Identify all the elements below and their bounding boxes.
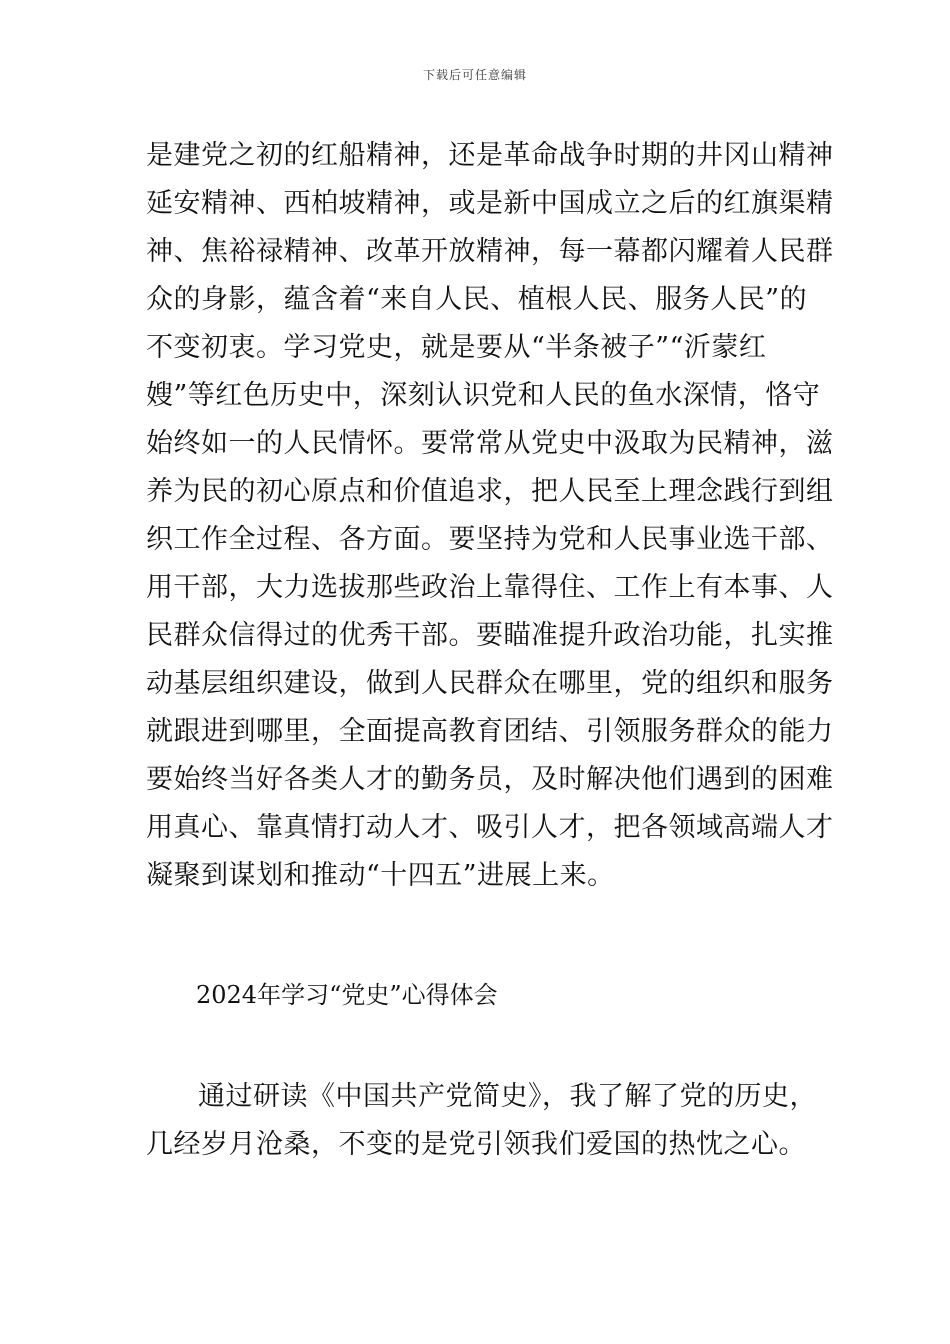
paragraph-line: 嫂”等红色历史中，深刻认识党和人民的鱼水深情，恪守 <box>146 380 821 411</box>
paragraph-line: 就跟进到哪里，全面提高教育团结、引领服务群众的能力 <box>146 716 834 747</box>
paragraph-line: 通过研读《中国共产党简史》，我了解了党的历史， <box>198 1081 817 1112</box>
paragraph-1 <box>146 132 834 900</box>
paragraph-line: 用干部，大力选拔那些政治上靠得住、工作上有本事、人 <box>146 572 834 603</box>
paragraph-line: 是建党之初的红船精神，还是革命战争时期的井冈山精神 <box>146 140 834 171</box>
paragraph-line: 延安精神、西柏坡精神，或是新中国成立之后的红旗渠精 <box>146 188 834 219</box>
paragraph-line: 不变初衷。学习党史，就是要从“半条被子”“沂蒙红 <box>146 332 767 363</box>
paragraph-line: 动基层组织建设，做到人民群众在哪里，党的组织和服务 <box>146 668 834 699</box>
header-note: 下载后可任意编辑 <box>422 68 527 82</box>
paragraph-2 <box>146 1073 816 1169</box>
paragraph-line: 神、焦裕禄精神、改革开放精神，每一幕都闪耀着人民群 <box>146 236 834 267</box>
section-title: 2024年学习“党史”心得体会 <box>196 981 498 1009</box>
paragraph-line: 始终如一的人民情怀。要常常从党史中汲取为民精神，滋 <box>146 428 834 459</box>
paragraph-line: 众的身影，蕴含着“来自人民、植根人民、服务人民”的 <box>146 284 808 315</box>
paragraph-line: 用真心、靠真情打动人才、吸引人才，把各领域高端人才 <box>146 812 834 843</box>
paragraph-line: 织工作全过程、各方面。要坚持为党和人民事业选干部、 <box>146 524 834 555</box>
paragraph-line: 养为民的初心原点和价值追求，把人民至上理念践行到组 <box>146 476 834 507</box>
paragraph-line: 民群众信得过的优秀干部。要瞄准提升政治功能，扎实推 <box>146 620 834 651</box>
paragraph-line: 凝聚到谋划和推动“十四五”进展上来。 <box>146 860 615 891</box>
paragraph-line: 要始终当好各类人才的勤务员，及时解决他们遇到的困难 <box>146 764 834 795</box>
paragraph-line: 几经岁月沧桑，不变的是党引领我们爱国的热忱之心。 <box>146 1129 806 1160</box>
